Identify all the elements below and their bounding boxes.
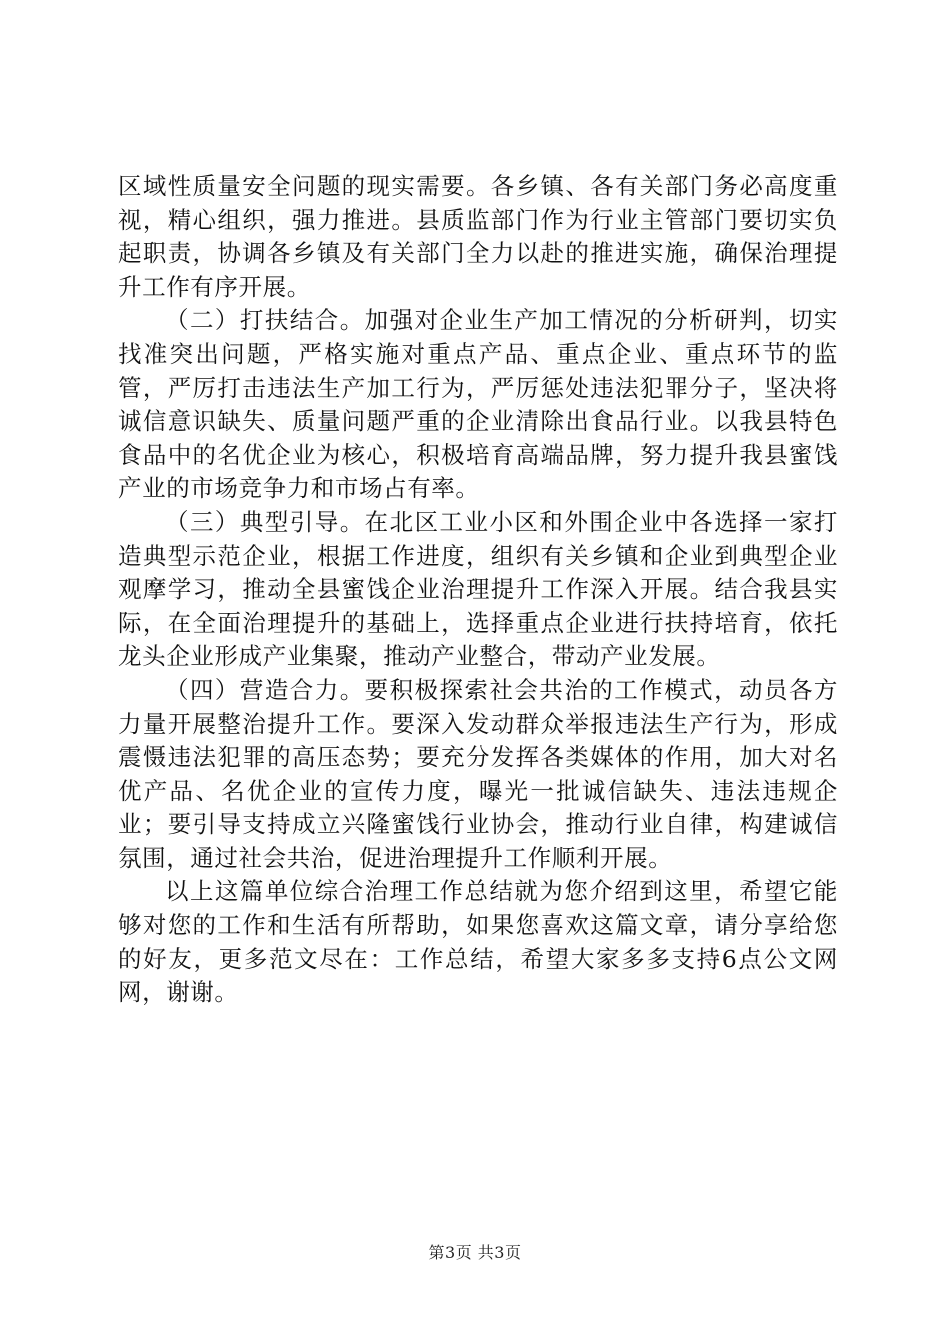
paragraph-closing: 以上这篇单位综合治理工作总结就为您介绍到这里，希望它能够对您的工作和生活有所帮助，如果您喜欢这篇文章，请分享给您的好友，更多范文尽在：工作总结，希望大家多多支持6点公文网网，谢谢。 — [118, 877, 838, 1007]
document-body — [118, 170, 838, 1010]
paragraph-section-three: （三）典型引导。在北区工业小区和外围企业中各选择一家打造典型示范企业，根据工作进度，组织有关乡镇和企业到典型企业观摩学习，推动全县蜜饯企业治理提升工作深入开展。结合我县实际，在全面治理提升的基础上，选择重点企业进行扶持培育，依托龙头企业形成产业集聚，推动产业整合，带动产业发展。 — [118, 507, 838, 671]
paragraph-continuation: 区域性质量安全问题的现实需要。各乡镇、各有关部门务必高度重视，精心组织，强力推进。县质监部门作为行业主管部门要切实负起职责，协调各乡镇及有关部门全力以赴的推进实施，确保治理提升工作有序开展。 — [118, 172, 838, 301]
page-footer: 第3页 共3页 — [428, 1243, 522, 1262]
paragraph-section-four: （四）营造合力。要积极探索社会共治的工作模式，动员各方力量开展整治提升工作。要深入发动群众举报违法生产行为，形成震慑违法犯罪的高压态势；要充分发挥各类媒体的作用，加大对名优产品、名优企业的宣传力度，曝光一批诚信缺失、违法违规企业；要引导支持成立兴隆蜜饯行业协会，推动行业自律，构建诚信氛围，通过社会共治，促进治理提升工作顺利开展。 — [118, 675, 838, 872]
paragraph-section-two: （二）打扶结合。加强对企业生产加工情况的分析研判，切实找准突出问题，严格实施对重点产品、重点企业、重点环节的监管，严厉打击违法生产加工行为，严厉惩处违法犯罪分子，坚决将诚信意识缺失、质量问题严重的企业清除出食品行业。以我县特色食品中的名优企业为核心，积极培育高端品牌，努力提升我县蜜饯产业的市场竞争力和市场占有率。 — [118, 306, 838, 503]
